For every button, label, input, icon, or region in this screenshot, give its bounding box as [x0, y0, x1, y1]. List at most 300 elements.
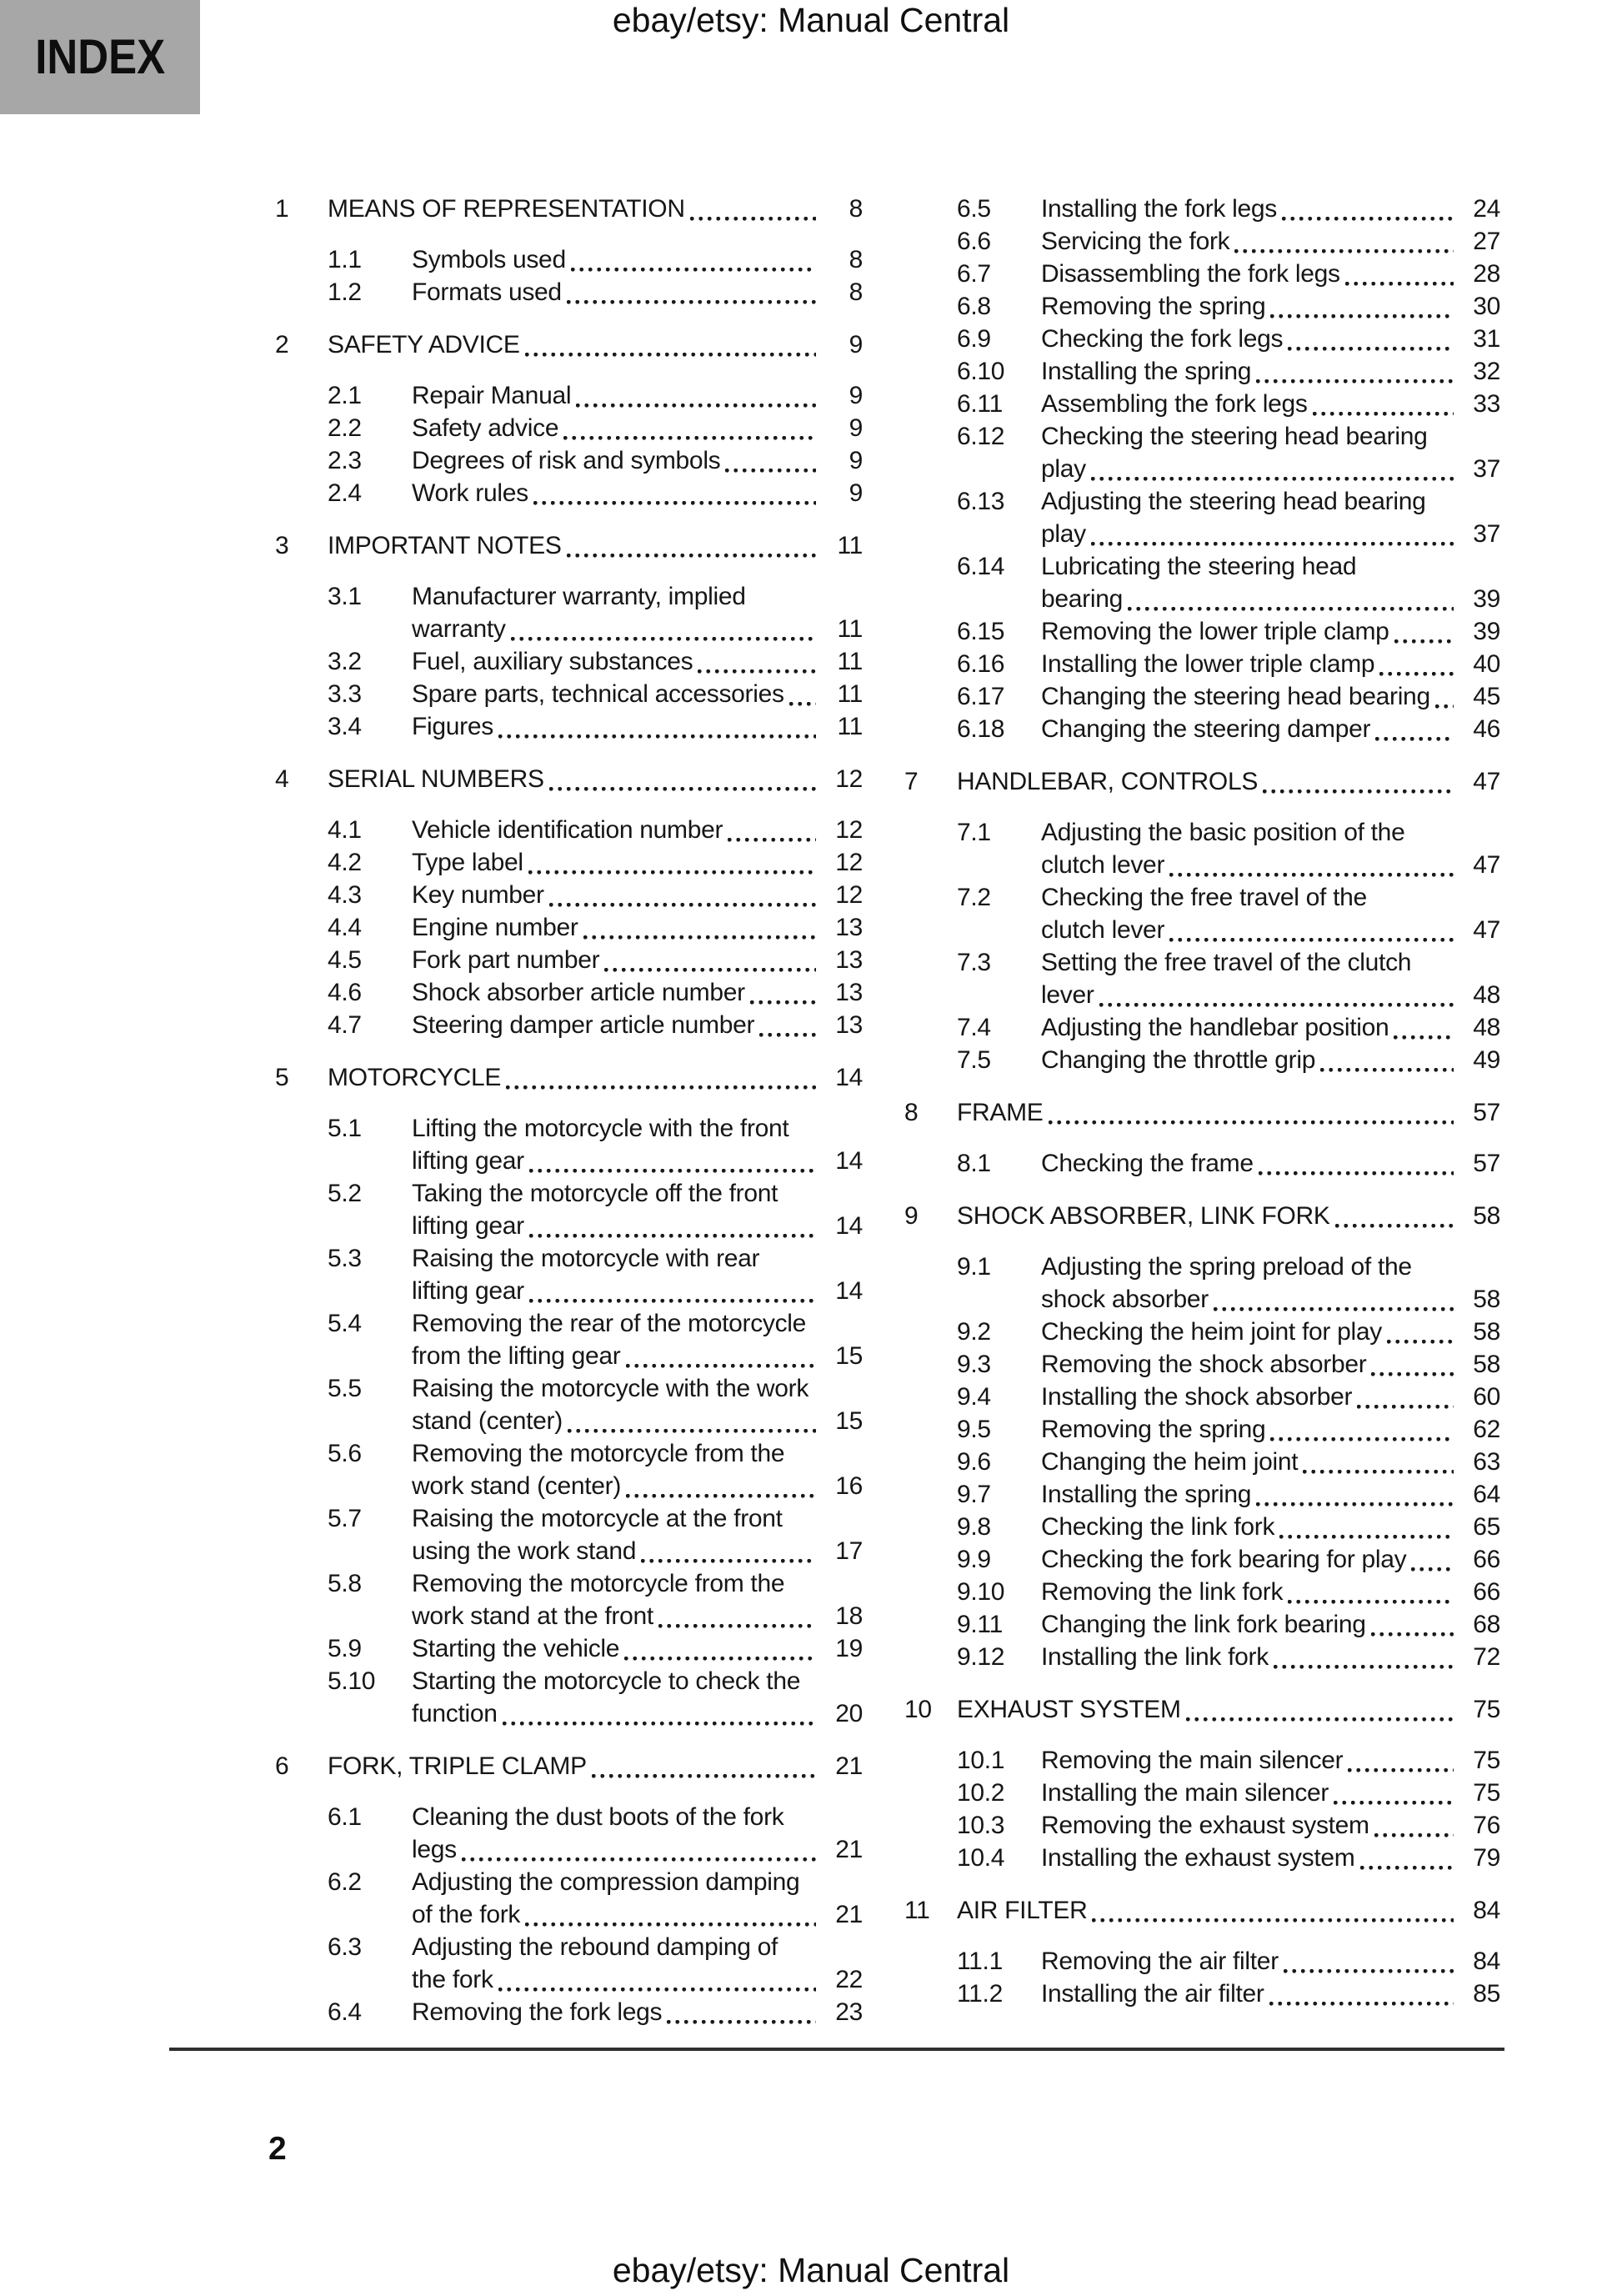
toc-entry-number: 6.9: [957, 325, 991, 353]
toc-entry-page: 58: [1473, 1351, 1500, 1378]
toc-entry-page: 16: [835, 1472, 863, 1500]
toc-entry-lastline: [1041, 1446, 1500, 1478]
page-header-title: ebay/etsy: Manual Central: [612, 1, 1010, 39]
toc-entry-lastline: [412, 1600, 863, 1632]
toc-entry-lastline: [412, 1535, 863, 1567]
toc-entry-page: 31: [1473, 325, 1500, 353]
toc-sub-entry: [275, 1567, 863, 1632]
toc-entry-title: Spare parts, technical accessories: [412, 680, 784, 708]
toc-entry-body: [957, 1894, 1500, 1927]
toc-sub-entry: [275, 477, 863, 509]
toc-entry-title: MOTORCYCLE: [328, 1064, 502, 1091]
toc-entry-number: 8.1: [957, 1150, 991, 1177]
toc-entry-lastline: [1041, 1978, 1500, 2010]
toc-entry-lastline: [412, 846, 863, 879]
toc-entry-page: 14: [835, 1064, 863, 1091]
toc-entry-number: 5.6: [328, 1440, 362, 1467]
toc-entry-body: [412, 1502, 863, 1567]
toc-entry-title: shock absorber: [1041, 1286, 1209, 1313]
toc-entry-page: 47: [1473, 768, 1500, 795]
toc-entry-title: warranty: [412, 615, 506, 643]
toc-sub-entry: [904, 1511, 1500, 1543]
toc-entry-lastline: [412, 678, 863, 710]
dot-leader: [658, 1624, 816, 1628]
dot-leader: [626, 1494, 816, 1498]
toc-entry-body: [412, 477, 863, 509]
toc-entry-lastline: [1041, 1511, 1500, 1543]
toc-entry-body: [1041, 1809, 1500, 1842]
toc-entry-body: [412, 710, 863, 743]
toc-entry-body: [412, 1242, 863, 1307]
toc-entry-title: Installing the spring: [1041, 1481, 1252, 1508]
toc-entry-body: [1041, 648, 1500, 680]
toc-entry-title: legs: [412, 1836, 457, 1863]
toc-entry-lastline: [412, 379, 863, 412]
dot-leader: [529, 1299, 816, 1303]
toc-entry-title: Shock absorber article number: [412, 979, 745, 1006]
toc-entry-number: 5.9: [328, 1635, 362, 1662]
toc-entry-lastline: [328, 328, 863, 361]
toc-entry-title: EXHAUST SYSTEM: [957, 1696, 1181, 1723]
toc-entry-page: 37: [1473, 455, 1500, 483]
toc-entry-number: 5.7: [328, 1505, 362, 1532]
toc-entry-page: 48: [1473, 1014, 1500, 1041]
toc-entry-page: 58: [1473, 1202, 1500, 1230]
dot-leader: [1288, 1600, 1454, 1604]
toc-entry-title: HANDLEBAR, CONTROLS: [957, 768, 1259, 795]
toc-entry-body: [1041, 1945, 1500, 1978]
toc-entry-lastline: [1041, 1011, 1500, 1044]
toc-entry-title: Fork part number: [412, 946, 600, 974]
toc-entry-title: Changing the steering head bearing: [1041, 683, 1430, 710]
dot-leader: [1279, 1535, 1454, 1539]
toc-sub-entry: [904, 1381, 1500, 1413]
toc-chapter-entry: [904, 1693, 1500, 1726]
toc-entry-body: [412, 444, 863, 477]
toc-entry-title: clutch lever: [1041, 851, 1165, 879]
toc-entry-body: [412, 1177, 863, 1242]
toc-entry-lastline: [1041, 1147, 1500, 1180]
toc-entry-lastline: [328, 1061, 863, 1094]
toc-entry-number: 6.18: [957, 715, 1005, 743]
toc-sub-entry: [904, 258, 1500, 290]
toc-entry-title: Work rules: [412, 479, 528, 507]
toc-entry-body: [1041, 550, 1500, 615]
dot-leader: [1099, 1003, 1454, 1007]
toc-sub-entry: [275, 1372, 863, 1437]
dot-leader: [789, 702, 816, 706]
toc-entry-number: 4.7: [328, 1011, 362, 1039]
toc-entry-number: 8: [904, 1099, 919, 1126]
toc-entry-body: [1041, 1576, 1500, 1608]
toc-entry-title: Removing the shock absorber: [1041, 1351, 1367, 1378]
toc-entry-body: [1041, 1348, 1500, 1381]
toc-entry-number: 10: [904, 1696, 932, 1723]
toc-sub-entry: [904, 615, 1500, 648]
toc-entry-body: [1041, 323, 1500, 355]
toc-entry-lastline: [412, 1963, 863, 1996]
toc-sub-entry: [904, 550, 1500, 615]
toc-sub-entry: [904, 1478, 1500, 1511]
toc-entry-body: [412, 276, 863, 308]
toc-entry-body: [1041, 816, 1500, 881]
toc-entry-body: [412, 243, 863, 276]
toc-entry-body: [1041, 1011, 1500, 1044]
toc-sub-entry: [904, 1413, 1500, 1446]
toc-entry-page: 14: [835, 1147, 863, 1175]
toc-entry-page: 75: [1473, 1696, 1500, 1723]
toc-entry-body: [1041, 420, 1500, 485]
toc-sub-entry: [275, 412, 863, 444]
toc-entry-title-line: Lifting the motorcycle with the front: [412, 1115, 789, 1142]
toc-entry-title: Removing the spring: [1041, 293, 1266, 320]
toc-entry-number: 7: [904, 768, 919, 795]
toc-entry-body: [412, 1372, 863, 1437]
toc-sub-entry: [904, 1147, 1500, 1180]
toc-entry-number: 5.4: [328, 1310, 362, 1337]
toc-entry-lastline: [328, 1750, 863, 1782]
toc-entry-number: 9.12: [957, 1643, 1005, 1671]
toc-chapter-entry: [904, 1200, 1500, 1232]
toc-entry-number: 5.5: [328, 1375, 362, 1402]
toc-entry-page: 48: [1473, 981, 1500, 1009]
dot-leader: [1348, 1768, 1454, 1772]
dot-leader: [592, 1774, 816, 1778]
toc-entry-title: Checking the fork legs: [1041, 325, 1284, 353]
toc-entry-title-line: Checking the free travel of the: [1041, 884, 1367, 911]
toc-entry-page: 23: [835, 1998, 863, 2026]
dot-leader: [667, 2020, 816, 2024]
dot-leader: [1128, 607, 1454, 611]
toc-entry-title: the fork: [412, 1966, 493, 1993]
toc-entry-lastline: [412, 1340, 863, 1372]
toc-entry-number: 2.2: [328, 414, 362, 442]
toc-entry-title: Degrees of risk and symbols: [412, 447, 721, 474]
toc-entry-lastline: [412, 1632, 863, 1665]
toc-entry-title: Removing the air filter: [1041, 1948, 1279, 1975]
toc-entry-page: 46: [1473, 715, 1500, 743]
toc-entry-title: lever: [1041, 981, 1094, 1009]
toc-entry-lastline: [412, 477, 863, 509]
toc-entry-number: 9.1: [957, 1253, 991, 1281]
toc-entry-lastline: [1041, 979, 1500, 1011]
toc-sub-entry: [904, 193, 1500, 225]
toc-entry-title: Removing the spring: [1041, 1416, 1266, 1443]
toc-entry-lastline: [1041, 1283, 1500, 1316]
toc-entry-page: 15: [835, 1342, 863, 1370]
toc-entry-number: 9.4: [957, 1383, 991, 1411]
toc-entry-page: 14: [835, 1212, 863, 1240]
page-number: 2: [268, 2131, 287, 2167]
toc-sub-entry: [275, 846, 863, 879]
dot-leader: [1092, 1918, 1454, 1923]
toc-entry-body: [1041, 1381, 1500, 1413]
toc-entry-page: 21: [835, 1836, 863, 1863]
toc-entry-number: 6.6: [957, 228, 991, 255]
toc-entry-page: 79: [1473, 1844, 1500, 1872]
toc-entry-page: 39: [1473, 585, 1500, 613]
toc-entry-body: [957, 1200, 1500, 1232]
toc-sub-entry: [275, 444, 863, 477]
toc-sub-entry: [904, 648, 1500, 680]
toc-entry-lastline: [1041, 849, 1500, 881]
toc-entry-body: [957, 1693, 1500, 1726]
toc-sub-entry: [904, 816, 1500, 881]
toc-chapter-entry: [275, 328, 863, 361]
dot-leader: [1411, 1567, 1454, 1572]
toc-entry-number: 4.4: [328, 914, 362, 941]
toc-entry-title: Steering damper article number: [412, 1011, 755, 1039]
toc-entry-lastline: [1041, 1478, 1500, 1511]
dot-leader: [1169, 873, 1454, 877]
dot-leader: [1357, 1405, 1454, 1409]
toc-entry-number: 9.5: [957, 1416, 991, 1443]
dot-leader: [759, 1033, 816, 1037]
toc-sub-entry: [275, 1665, 863, 1730]
toc-entry-number: 6.11: [957, 390, 1003, 418]
toc-entry-body: [328, 1750, 863, 1782]
toc-entry-body: [1041, 713, 1500, 745]
index-label: INDEX: [35, 30, 166, 84]
toc-sub-entry: [904, 1842, 1500, 1874]
toc-entry-number: 2: [275, 331, 289, 358]
dot-leader: [1360, 1866, 1454, 1870]
toc-entry-body: [1041, 1044, 1500, 1076]
toc-sub-entry: [275, 1502, 863, 1567]
toc-entry-lastline: [412, 1145, 863, 1177]
toc-entry-title: Symbols used: [412, 246, 566, 273]
toc-sub-entry: [904, 1744, 1500, 1777]
toc-entry-number: 9.8: [957, 1513, 991, 1541]
toc-entry-title: Changing the link fork bearing: [1041, 1611, 1366, 1638]
toc-entry-page: 72: [1473, 1643, 1500, 1671]
toc-entry-body: [412, 1009, 863, 1041]
toc-entry-page: 9: [849, 331, 863, 358]
toc-entry-page: 9: [849, 447, 863, 474]
toc-entry-lastline: [1041, 1413, 1500, 1446]
dot-leader: [1387, 1340, 1454, 1344]
toc-entry-page: 13: [835, 914, 863, 941]
toc-sub-entry: [275, 379, 863, 412]
toc-entry-lastline: [957, 1693, 1500, 1726]
dot-leader: [511, 637, 816, 641]
toc-sub-entry: [904, 881, 1500, 946]
toc-entry-title: lifting gear: [412, 1147, 524, 1175]
toc-entry-body: [412, 412, 863, 444]
dot-leader: [571, 268, 816, 272]
toc-entry-number: 6.7: [957, 260, 991, 288]
toc-entry-page: 8: [849, 195, 863, 223]
toc-entry-body: [412, 678, 863, 710]
toc-entry-number: 9.2: [957, 1318, 991, 1346]
toc-entry-title: Checking the heim joint for play: [1041, 1318, 1382, 1346]
dot-leader: [641, 1559, 816, 1563]
toc-entry-number: 9.7: [957, 1481, 991, 1508]
toc-entry-title: clutch lever: [1041, 916, 1165, 944]
toc-entry-number: 5.3: [328, 1245, 362, 1272]
toc-column-right: [904, 193, 1500, 2028]
toc-sub-entry: [904, 1777, 1500, 1809]
toc-entry-lastline: [412, 412, 863, 444]
toc-entry-number: 4.5: [328, 946, 362, 974]
dot-leader: [750, 1000, 816, 1005]
toc-entry-title: Installing the spring: [1041, 358, 1252, 385]
toc-entry-title: Checking the link fork: [1041, 1513, 1275, 1541]
toc-entry-number: 4.2: [328, 849, 362, 876]
toc-entry-title: work stand (center): [412, 1472, 622, 1500]
toc-entry-title: Fuel, auxiliary substances: [412, 648, 693, 675]
toc-sub-entry: [275, 1632, 863, 1665]
toc-entry-title-line: Lubricating the steering head: [1041, 553, 1357, 580]
toc-entry-lastline: [1041, 1945, 1500, 1978]
toc-entry-title-line: Starting the motorcycle to check the: [412, 1667, 801, 1695]
toc-entry-body: [1041, 1251, 1500, 1316]
dot-leader: [624, 1657, 816, 1661]
toc-entry-lastline: [412, 976, 863, 1009]
dot-leader: [1320, 1068, 1454, 1072]
dot-leader: [567, 300, 816, 304]
toc-entry-title: Checking the fork bearing for play: [1041, 1546, 1407, 1573]
toc-entry-lastline: [1041, 680, 1500, 713]
toc-entry-body: [412, 911, 863, 944]
toc-entry-body: [328, 328, 863, 361]
toc-entry-title: MEANS OF REPRESENTATION: [328, 195, 685, 223]
toc-entry-body: [412, 976, 863, 1009]
toc-sub-entry: [904, 1809, 1500, 1842]
toc-entry-body: [1041, 388, 1500, 420]
toc-entry-page: 60: [1473, 1383, 1500, 1411]
toc-entry-body: [1041, 485, 1500, 550]
toc-entry-lastline: [1041, 258, 1500, 290]
toc-entry-lastline: [412, 613, 863, 645]
toc-sub-entry: [904, 1011, 1500, 1044]
toc-entry-lastline: [957, 765, 1500, 798]
toc-entry-page: 21: [835, 1901, 863, 1928]
toc-entry-body: [412, 1931, 863, 1996]
toc-sub-entry: [275, 1307, 863, 1372]
dot-leader: [583, 935, 816, 940]
toc-sub-entry: [904, 1978, 1500, 2010]
dot-leader: [698, 669, 816, 674]
dot-leader: [1394, 1035, 1454, 1040]
toc-entry-lastline: [328, 529, 863, 562]
toc-entry-body: [412, 1307, 863, 1372]
toc-entry-lastline: [1041, 388, 1500, 420]
toc-entry-page: 27: [1473, 228, 1500, 255]
table-of-contents: [275, 193, 1500, 2028]
toc-entry-title: Removing the link fork: [1041, 1578, 1284, 1606]
toc-entry-page: 11: [837, 532, 863, 559]
toc-entry-body: [412, 1632, 863, 1665]
toc-entry-page: 66: [1473, 1578, 1500, 1606]
toc-sub-entry: [904, 323, 1500, 355]
toc-entry-lastline: [1041, 1044, 1500, 1076]
toc-entry-page: 68: [1473, 1611, 1500, 1638]
toc-entry-number: 1.2: [328, 278, 362, 306]
toc-entry-number: 4: [275, 765, 289, 793]
dot-leader: [506, 1085, 816, 1090]
toc-entry-lastline: [1041, 1543, 1500, 1576]
dot-leader: [567, 554, 816, 558]
toc-entry-page: 13: [835, 1011, 863, 1039]
toc-entry-number: 9.9: [957, 1546, 991, 1573]
toc-entry-number: 6.3: [328, 1933, 362, 1961]
toc-sub-entry: [275, 944, 863, 976]
toc-entry-title: Installing the main silencer: [1041, 1779, 1329, 1807]
toc-entry-number: 2.4: [328, 479, 362, 507]
toc-entry-body: [1041, 881, 1500, 946]
toc-entry-lastline: [1041, 648, 1500, 680]
toc-entry-number: 11.2: [957, 1980, 1003, 2008]
toc-entry-number: 3.3: [328, 680, 362, 708]
toc-entry-title: Safety advice: [412, 414, 559, 442]
toc-entry-title: function: [412, 1700, 498, 1727]
toc-entry-lastline: [412, 944, 863, 976]
toc-entry-title: Installing the link fork: [1041, 1643, 1269, 1671]
toc-sub-entry: [904, 946, 1500, 1011]
dot-leader: [1394, 639, 1454, 644]
toc-entry-lastline: [1041, 355, 1500, 388]
toc-entry-body: [957, 1096, 1500, 1129]
toc-entry-page: 20: [835, 1700, 863, 1727]
toc-entry-lastline: [412, 444, 863, 477]
toc-chapter-entry: [904, 765, 1500, 798]
toc-entry-page: 15: [835, 1407, 863, 1435]
toc-entry-lastline: [1041, 453, 1500, 485]
toc-entry-lastline: [957, 1096, 1500, 1129]
toc-entry-number: 9.11: [957, 1611, 1003, 1638]
toc-entry-page: 28: [1473, 260, 1500, 288]
toc-entry-page: 58: [1473, 1286, 1500, 1313]
toc-entry-page: 17: [835, 1537, 863, 1565]
toc-entry-body: [412, 879, 863, 911]
toc-sub-entry: [904, 1945, 1500, 1978]
toc-entry-page: 58: [1473, 1318, 1500, 1346]
toc-entry-page: 57: [1473, 1099, 1500, 1126]
toc-entry-lastline: [1041, 713, 1500, 745]
toc-entry-page: 11: [837, 713, 863, 740]
dot-leader: [1313, 412, 1454, 416]
toc-entry-number: 6.13: [957, 488, 1005, 515]
toc-entry-lastline: [1041, 1641, 1500, 1673]
toc-entry-body: [1041, 680, 1500, 713]
toc-chapter-entry: [275, 763, 863, 795]
toc-entry-page: 57: [1473, 1150, 1500, 1177]
toc-entry-title: Servicing the fork: [1041, 228, 1230, 255]
toc-sub-entry: [904, 1543, 1500, 1576]
toc-entry-page: 8: [849, 278, 863, 306]
toc-entry-lastline: [412, 1275, 863, 1307]
dot-leader: [1256, 379, 1454, 384]
toc-entry-body: [1041, 1978, 1500, 2010]
toc-entry-title: SHOCK ABSORBER, LINK FORK: [957, 1202, 1330, 1230]
toc-sub-entry: [275, 678, 863, 710]
toc-entry-number: 1: [275, 195, 289, 223]
toc-entry-title: Key number: [412, 881, 544, 909]
dot-leader: [563, 436, 816, 440]
toc-entry-number: 10.3: [957, 1812, 1005, 1839]
toc-entry-body: [412, 1567, 863, 1632]
dot-leader: [549, 903, 816, 907]
toc-entry-title-line: Raising the motorcycle with rear: [412, 1245, 760, 1272]
toc-entry-number: 9.3: [957, 1351, 991, 1378]
toc-entry-lastline: [412, 1833, 863, 1866]
dot-leader: [1234, 249, 1454, 253]
toc-sub-entry: [275, 976, 863, 1009]
dot-leader: [1334, 1801, 1454, 1805]
dot-leader: [1274, 1665, 1454, 1669]
toc-entry-lastline: [412, 814, 863, 846]
